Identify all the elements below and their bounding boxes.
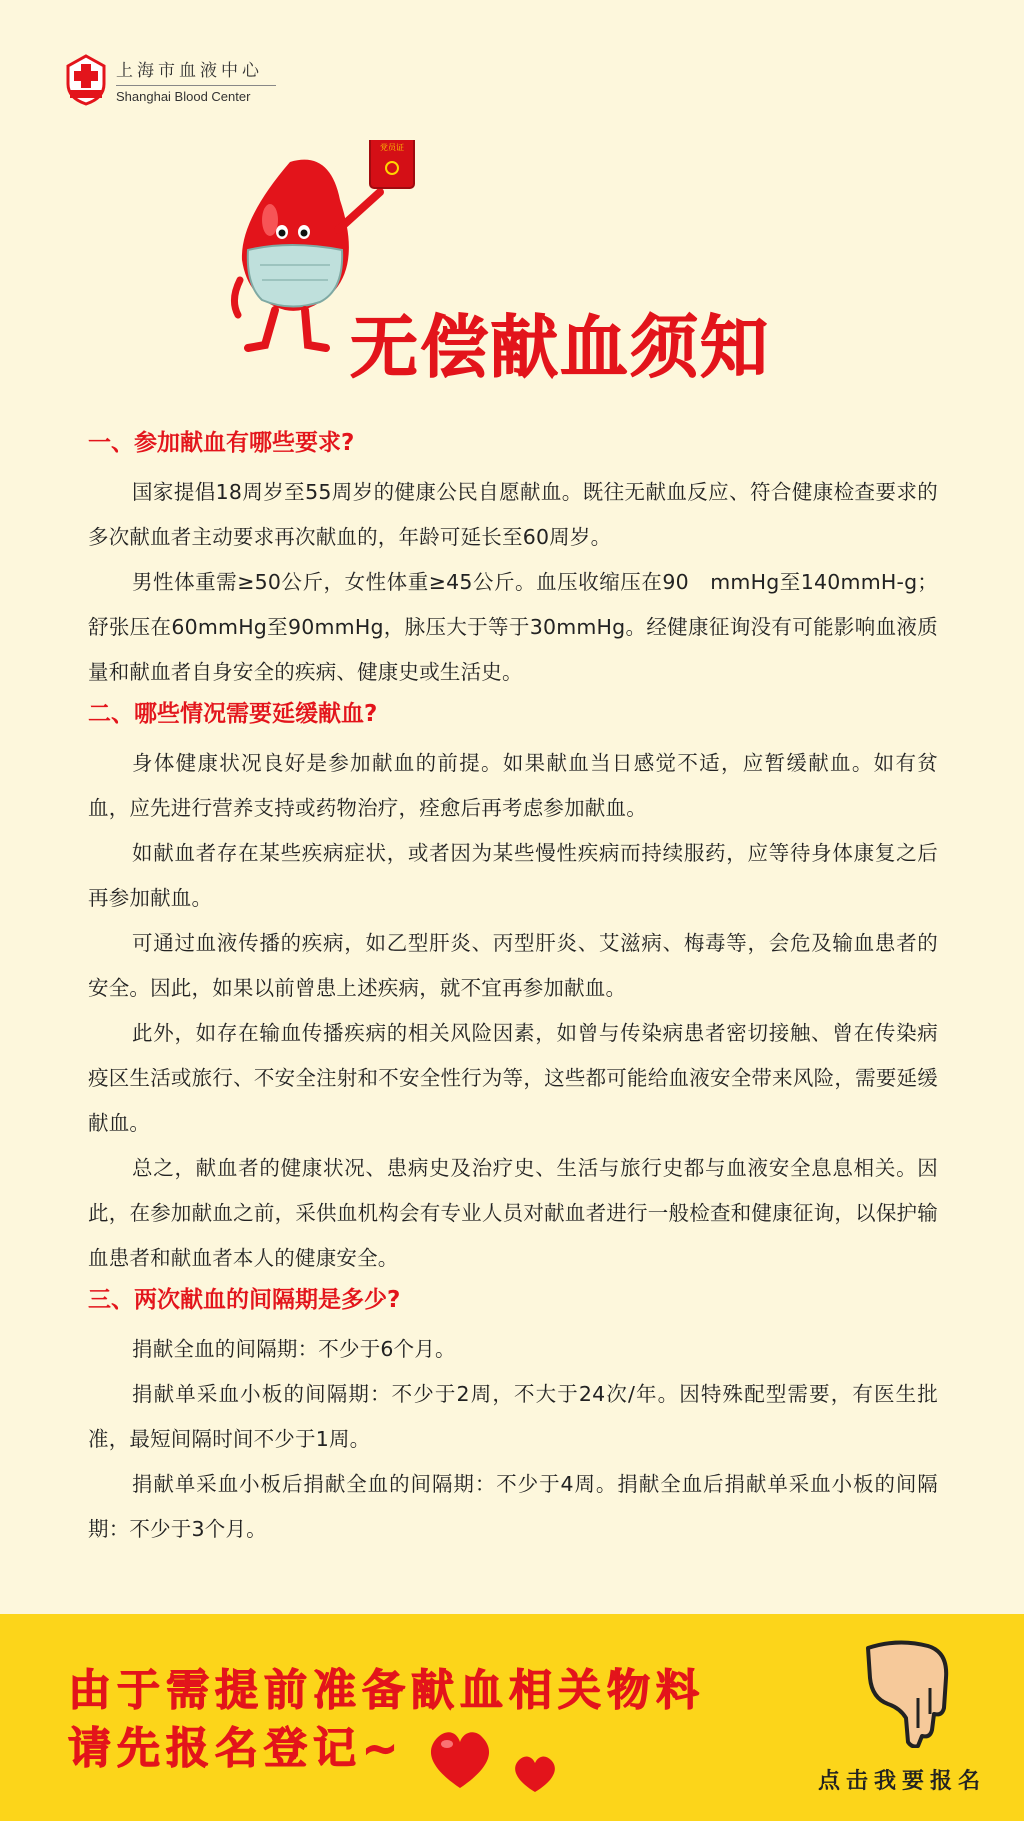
- paragraph: 捐献单采血小板的间隔期：不少于2周，不大于24次/年。因特殊配型需要，有医生批准，最短间隔时间不少于1周。: [88, 1382, 938, 1451]
- org-logo: [64, 54, 276, 106]
- section-deferral: [88, 699, 938, 1281]
- org-name-en: Shanghai Blood Center: [116, 89, 251, 104]
- paragraph: 捐献全血的间隔期：不少于6个月。: [132, 1337, 456, 1361]
- paragraph: 可通过血液传播的疾病，如乙型肝炎、丙型肝炎、艾滋病、梅毒等，会危及输血患者的安全。因此，如果以前曾患上述疾病，就不宜再参加献血。: [88, 931, 938, 1000]
- section-heading: 二、哪些情况需要延缓献血?: [88, 701, 378, 727]
- banner-line-2: 请先报名登记~: [68, 1724, 405, 1774]
- paragraph: 国家提倡18周岁至55周岁的健康公民自愿献血。既往无献血反应、符合健康检查要求的多次献血者主动要求再次献血的，年龄可延长至60周岁。: [88, 480, 938, 549]
- pointing-hand-icon[interactable]: [858, 1638, 958, 1748]
- signup-banner[interactable]: [0, 1614, 1024, 1821]
- paragraph: 捐献单采血小板后捐献全血的间隔期：不少于4周。捐献全血后捐献单采血小板的间隔期：不少于3个月。: [88, 1472, 938, 1541]
- logo-divider: [116, 85, 276, 86]
- banner-line-1: 由于需提前准备献血相关物料: [68, 1666, 705, 1716]
- signup-button[interactable]: 点击我要报名: [818, 1769, 987, 1794]
- banner-message: [68, 1662, 705, 1778]
- paragraph: 男性体重需≥50公斤，女性体重≥45公斤。血压收缩压在90 mmHg至140mmH-g；舒张压在60mmHg至90mmHg，脉压大于等于30mmHg。经健康征询没有可能影响血液质量和献血者自身安全的疾病、健康史或生活史。: [88, 570, 938, 684]
- section-requirements: [88, 428, 938, 695]
- paragraph: 身体健康状况良好是参加献血的前提。如果献血当日感觉不适，应暂缓献血。如有贫血，应先进行营养支持或药物治疗，痊愈后再考虑参加献血。: [88, 751, 938, 820]
- party-card-label: 党员证: [380, 143, 404, 152]
- section-heading: 三、两次献血的间隔期是多少?: [88, 1287, 401, 1313]
- notice-content: [88, 428, 938, 1552]
- blood-center-emblem-icon: [64, 54, 108, 106]
- heart-icon: [425, 1726, 565, 1796]
- section-heading: 一、参加献血有哪些要求?: [88, 430, 355, 456]
- paragraph: 此外，如存在输血传播疾病的相关风险因素，如曾与传染病患者密切接触、曾在传染病疫区生活或旅行、不安全注射和不安全性行为等，这些都可能给血液安全带来风险，需要延缓献血。: [88, 1021, 938, 1135]
- section-interval: [88, 1285, 938, 1552]
- page-title: 无偿献血须知: [350, 309, 771, 388]
- org-name-cn: 上海市血液中心: [116, 61, 263, 81]
- paragraph: 总之，献血者的健康状况、患病史及治疗史、生活与旅行史都与血液安全息息相关。因此，在参加献血之前，采供血机构会有专业人员对献血者进行一般检查和健康征询，以保护输血患者和献血者本人的健康安全。: [88, 1156, 938, 1270]
- paragraph: 如献血者存在某些疾病症状，或者因为某些慢性疾病而持续服药，应等待身体康复之后再参加献血。: [88, 841, 938, 910]
